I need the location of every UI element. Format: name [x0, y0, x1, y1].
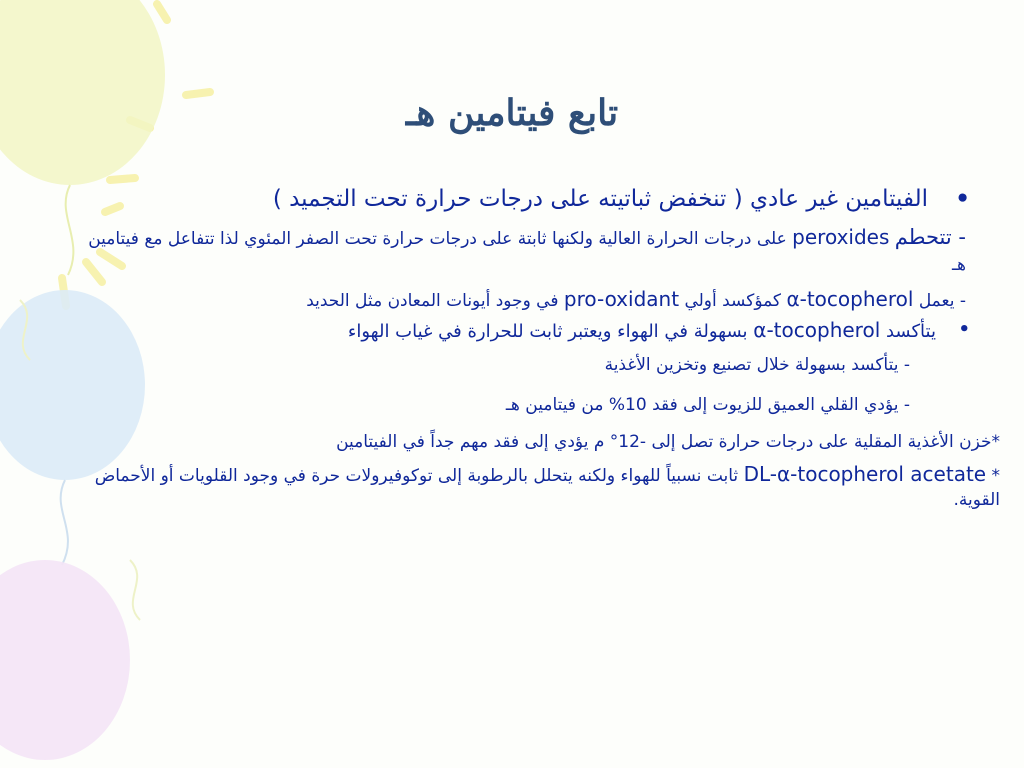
note-acetate-stability [70, 462, 1000, 512]
note-acetate-star: * [991, 466, 1000, 486]
sub-pro-oxidant-middle: كمؤكسد أولي [684, 291, 782, 311]
sub-processing-oxidation: - يتأكسد بسهولة خلال تصنيع وتخزين الأغذية [604, 355, 910, 375]
bullet-dot-icon: • [955, 186, 970, 212]
bullet-oxidation-latin: α-tocopherol [753, 318, 881, 342]
bullet-oxidation-prefix: يتأكسد [885, 321, 936, 342]
bullet-oxidation-rest: بسهولة في الهواء ويعتبر ثابت للحرارة في غياب الهواء [347, 321, 748, 342]
sub-pro-oxidant-latin1: α-tocopherol [786, 287, 914, 311]
sub-deep-frying-loss: - يؤدي القلي العميق للزيوت إلى فقد 10% من فيتامين هـ [505, 395, 910, 415]
sub-pro-oxidant-latin2: pro-oxidant [563, 287, 680, 311]
bullet-vitamin-stability-text: الفيتامين غير عادي ( تنخفض ثباتيته على درجات حرارة تحت التجميد ) [272, 186, 928, 212]
sub-peroxides-latin: peroxides [792, 225, 890, 249]
sub-peroxides-prefix: - تتحطم [894, 225, 966, 249]
sub-pro-oxidant-prefix: - يعمل [918, 291, 966, 311]
note-acetate-latin: DL-α-tocopherol acetate [743, 462, 987, 486]
sub-peroxides [70, 224, 1000, 278]
bullet-dot-icon: • [958, 319, 970, 340]
sub-peroxides-rest: على درجات الحرارة العالية ولكنها ثابتة على درجات حرارة تحت الصفر المئوي لذا تتفاعل مع فيتامين هـ [88, 229, 966, 275]
sub-pro-oxidant [70, 286, 1000, 314]
note-frozen-storage: *خزن الأغذية المقلية على درجات حرارة تصل إلى -12° م يؤدي إلى فقد مهم جداً في الفيتامين [336, 432, 1000, 452]
sub-pro-oxidant-rest: في وجود أيونات المعادن مثل الحديد [306, 291, 559, 311]
bullet-vitamin-stability [70, 180, 970, 218]
slide-content [70, 180, 1000, 512]
pink-balloon-decoration [0, 560, 130, 760]
slide-title: تابع فيتامين هـ [405, 92, 619, 134]
note-acetate-rest: ثابت نسبياً للهواء ولكنه يتحلل بالرطوبة إلى توكوفيرولات حرة في وجود القلويات أو الأحماض القوية. [94, 466, 1000, 510]
bullet-oxidation [70, 318, 970, 344]
